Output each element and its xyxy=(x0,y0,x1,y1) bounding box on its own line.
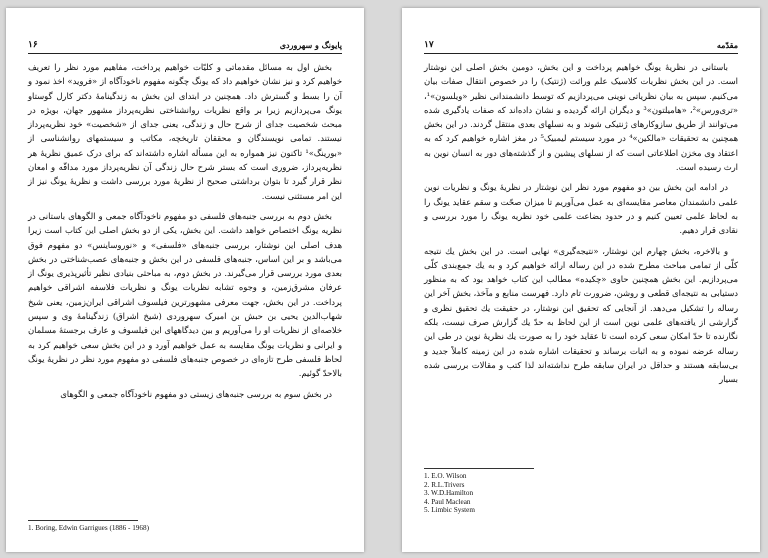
left-footnotes xyxy=(28,524,342,533)
left-page-header xyxy=(28,36,342,50)
footnote-item: 4. Paul Maclean xyxy=(424,497,471,506)
left-header-rule xyxy=(28,53,342,54)
right-paragraph-1: باستانی در نظریهٔ یونگ خواهیم پرداخت و این بخش، دومین بخش اصلی این نوشتار است. در این بخش نظریات کلاسیک علم وراثت (ژنتیک) را در خصوص انتقال صفات بیان می‌کنیم. سپس به بیان نظریاتی نوینی می‌پردازیم که توسط دانشمندانی نظیر «ویلسون»¹، «تری‌ورس»²، «هامیلتون»³ و دیگران ارائه گردیده و نشان داده‌اند که صفات یادگیری شده می‌توانند از طریق سازوکارهای ژنتیکی شوند و به نسلهای بعدی منتقل گردند. در این بخش همچنین به تحقیقات «مالکین»⁴ در مورد سیستم لیمبیک⁵ در مغز اشاره خواهیم کرد که به اعتقاد وی مخزن اطلاعاتی است که از نسلهای پیشین و از گذشته‌های دور به انسان نوین به ارث رسیده است. xyxy=(424,62,738,173)
left-page xyxy=(6,8,364,552)
left-footnote-rule xyxy=(28,520,138,521)
footnote-item: 1. Boring, Edwin Garrigues (1886 - 1968) xyxy=(28,524,149,532)
left-page-body xyxy=(28,60,342,401)
right-running-title: مقدّمه xyxy=(716,40,738,50)
left-paragraph-3: در بخش سوم به بررسی جنبه‌های زیستی دو مفهوم ناخودآگاه جمعی و الگوهای xyxy=(60,388,332,399)
left-paragraph-1: بخش اول به مسائل مقدماتی و کلیّات خواهیم پرداخت، مفاهیم مورد نظر را تعریف خواهیم کرد و نیز نشان خواهیم داد که یونگ چگونه مفهوم ناخودآگاه از «فروید» اخذ نمود و آن را بسط و گسترش داد. همچنین در ابتدای این بخش به زندگینامهٔ دکتر کارل گوستاو یونگ می‌پردازیم زیرا بر واقع نظریات روانشناختی نظریه‌پرداز مشهور جهان، بویژه در مبحث شخصیت جدای از شرح حال و زندگی، یعنی جدای از «شخصیت» خود نظریه‌پرداز نیستند. تمامی نویسندگان و محققان تاریخچه، مکاتب و سیستمهای روانشناسی از «بورینگ»¹ تاکنون نیز همواره به این مسأله اشاره داشته‌اند که برای درک عمیق نظریهٔ هر نظریه‌پرداز، ضروری است که بستر شرح حال زندگی آن نظریه‌پرداز مورد مداقّه و امعان نظر قرار گیرد تا بتوان برداشتی صحیح از نظریهٔ مورد بررسی داشت و نظریهٔ یونگ نیز از این امر مستثنی نیست. xyxy=(28,62,342,201)
right-page-body xyxy=(424,60,738,387)
right-footnote-rule xyxy=(424,468,534,469)
footnote-item: 2. R.L.Trivers xyxy=(424,480,465,489)
left-page-number: ۱۶ xyxy=(28,40,38,50)
right-paragraph-3: و بالاخره، بخش چهارم این نوشتار، «نتیجه‌گیری» نهایی است. در این بخش یك نتیجه کلّی از تمامی مباحث مطرح شده در این رساله ارائه خواهیم کرد و به یك جمع‌بندی کلّی می‌پردازیم. این بخش همچنین حاوی «چکیده» مطالب این کتاب خواهد بود که به منظور دستیابی به نتیجه‌ای قطعی و روشن، ضرورت تام دارد. فهرست منابع و مآخذ، بخش آخر این رساله را تشکیل می‌دهد. از آنجایی که تحقیق این نوشتار، در حقیقت یك تحقیق نظری و گزارشی از یافته‌های علمی نوین است از این لحاظ به حدّ یك گزارش صرف نیست، بلکه نگارنده تا حدّ امکان سعی کرده است تا عقاید خود را به صورت یك نظریهٔ نوین در طی این رساله عرضه نموده و به اثبات برساند و تحقیقات اشاره شده در این زمینه کاملاً جدید و بی‌سابقه هستند و حداقل در ایران سابقه طرح نداشته‌اند لذا کتب و مقالات بررسی شده بسیار xyxy=(424,245,738,385)
left-paragraph-2: بخش دوم به بررسی جنبه‌های فلسفی دو مفهوم ناخودآگاه جمعی و الگوهای باستانی در نظریه یونگ اختصاص خواهد داشت. این بخش، یکی از دو بخش اصلی این کتاب است زیرا هدف اصلی این نوشتار، بررسی جنبه‌های «فلسفی» و «نوروساینس» دو مفهوم فوق می‌باشد و بر این اساس، جنبه‌های فلسفی در این بخش و جنبه‌های عصب‌شناختی در بخش بعدی مورد بررسی قرار می‌گیرند. در بخش دوم، به مباحثی بنیادی نظیر تأثیرپذیری یونگ از عرفان مشرق‌زمین، و وجوه تشابه نظریات یونگ و نظریات فلاسفه اشراقی خواهیم پرداخت. در این بخش، جهت معرفی مشهورترین فیلسوف اشراقی ایران‌زمین، یعنی شیخ شهاب‌الدین یحیی بن حبش بن امیرک سهروردی (شیخ اشراق) زندگینامهٔ وی و سپس خلاصه‌ای از نظریات او را می‌آوریم و بین دیدگاههای این فیلسوف و عارف برجستهٔ مسلمان و ایرانی و نظریات یونگ مقایسه به عمل خواهیم آورد و در این بخش سعی خواهیم کرد به لحاظ فلسفی طرح تازه‌ای در خصوص جنبه‌های فلسفی دو مفهوم مورد نظر در نظریهٔ یونگ بالاحدّ گوئیم. xyxy=(28,210,342,379)
footnote-item: 5. Limbic System xyxy=(424,506,475,515)
footnote-item: 1. E.O. Wilson xyxy=(424,472,467,480)
right-footnotes xyxy=(424,472,738,515)
right-header-rule xyxy=(424,53,738,54)
right-page xyxy=(402,8,760,552)
left-running-title: پایونگ و سهروردی xyxy=(279,40,342,50)
right-page-header xyxy=(424,36,738,50)
right-paragraph-2: در ادامه این بخش بین دو مفهوم مورد نظر این نوشتار در نظریهٔ یونگ و نظریات نوین علمی دانشمندان معاصر مقایسه‌ای به عمل می‌آوریم تا میزان صحّت و سقم عقاید یونگ را به لحاظ علمی تعیین کنیم و در حدود بضاعت علمی خود نظریه یونگ را مورد بررسی و نقادی قرار دهیم. xyxy=(424,182,738,236)
right-page-number: ۱۷ xyxy=(424,40,434,50)
footnote-item: 3. W.D.Hamilton xyxy=(424,489,474,498)
